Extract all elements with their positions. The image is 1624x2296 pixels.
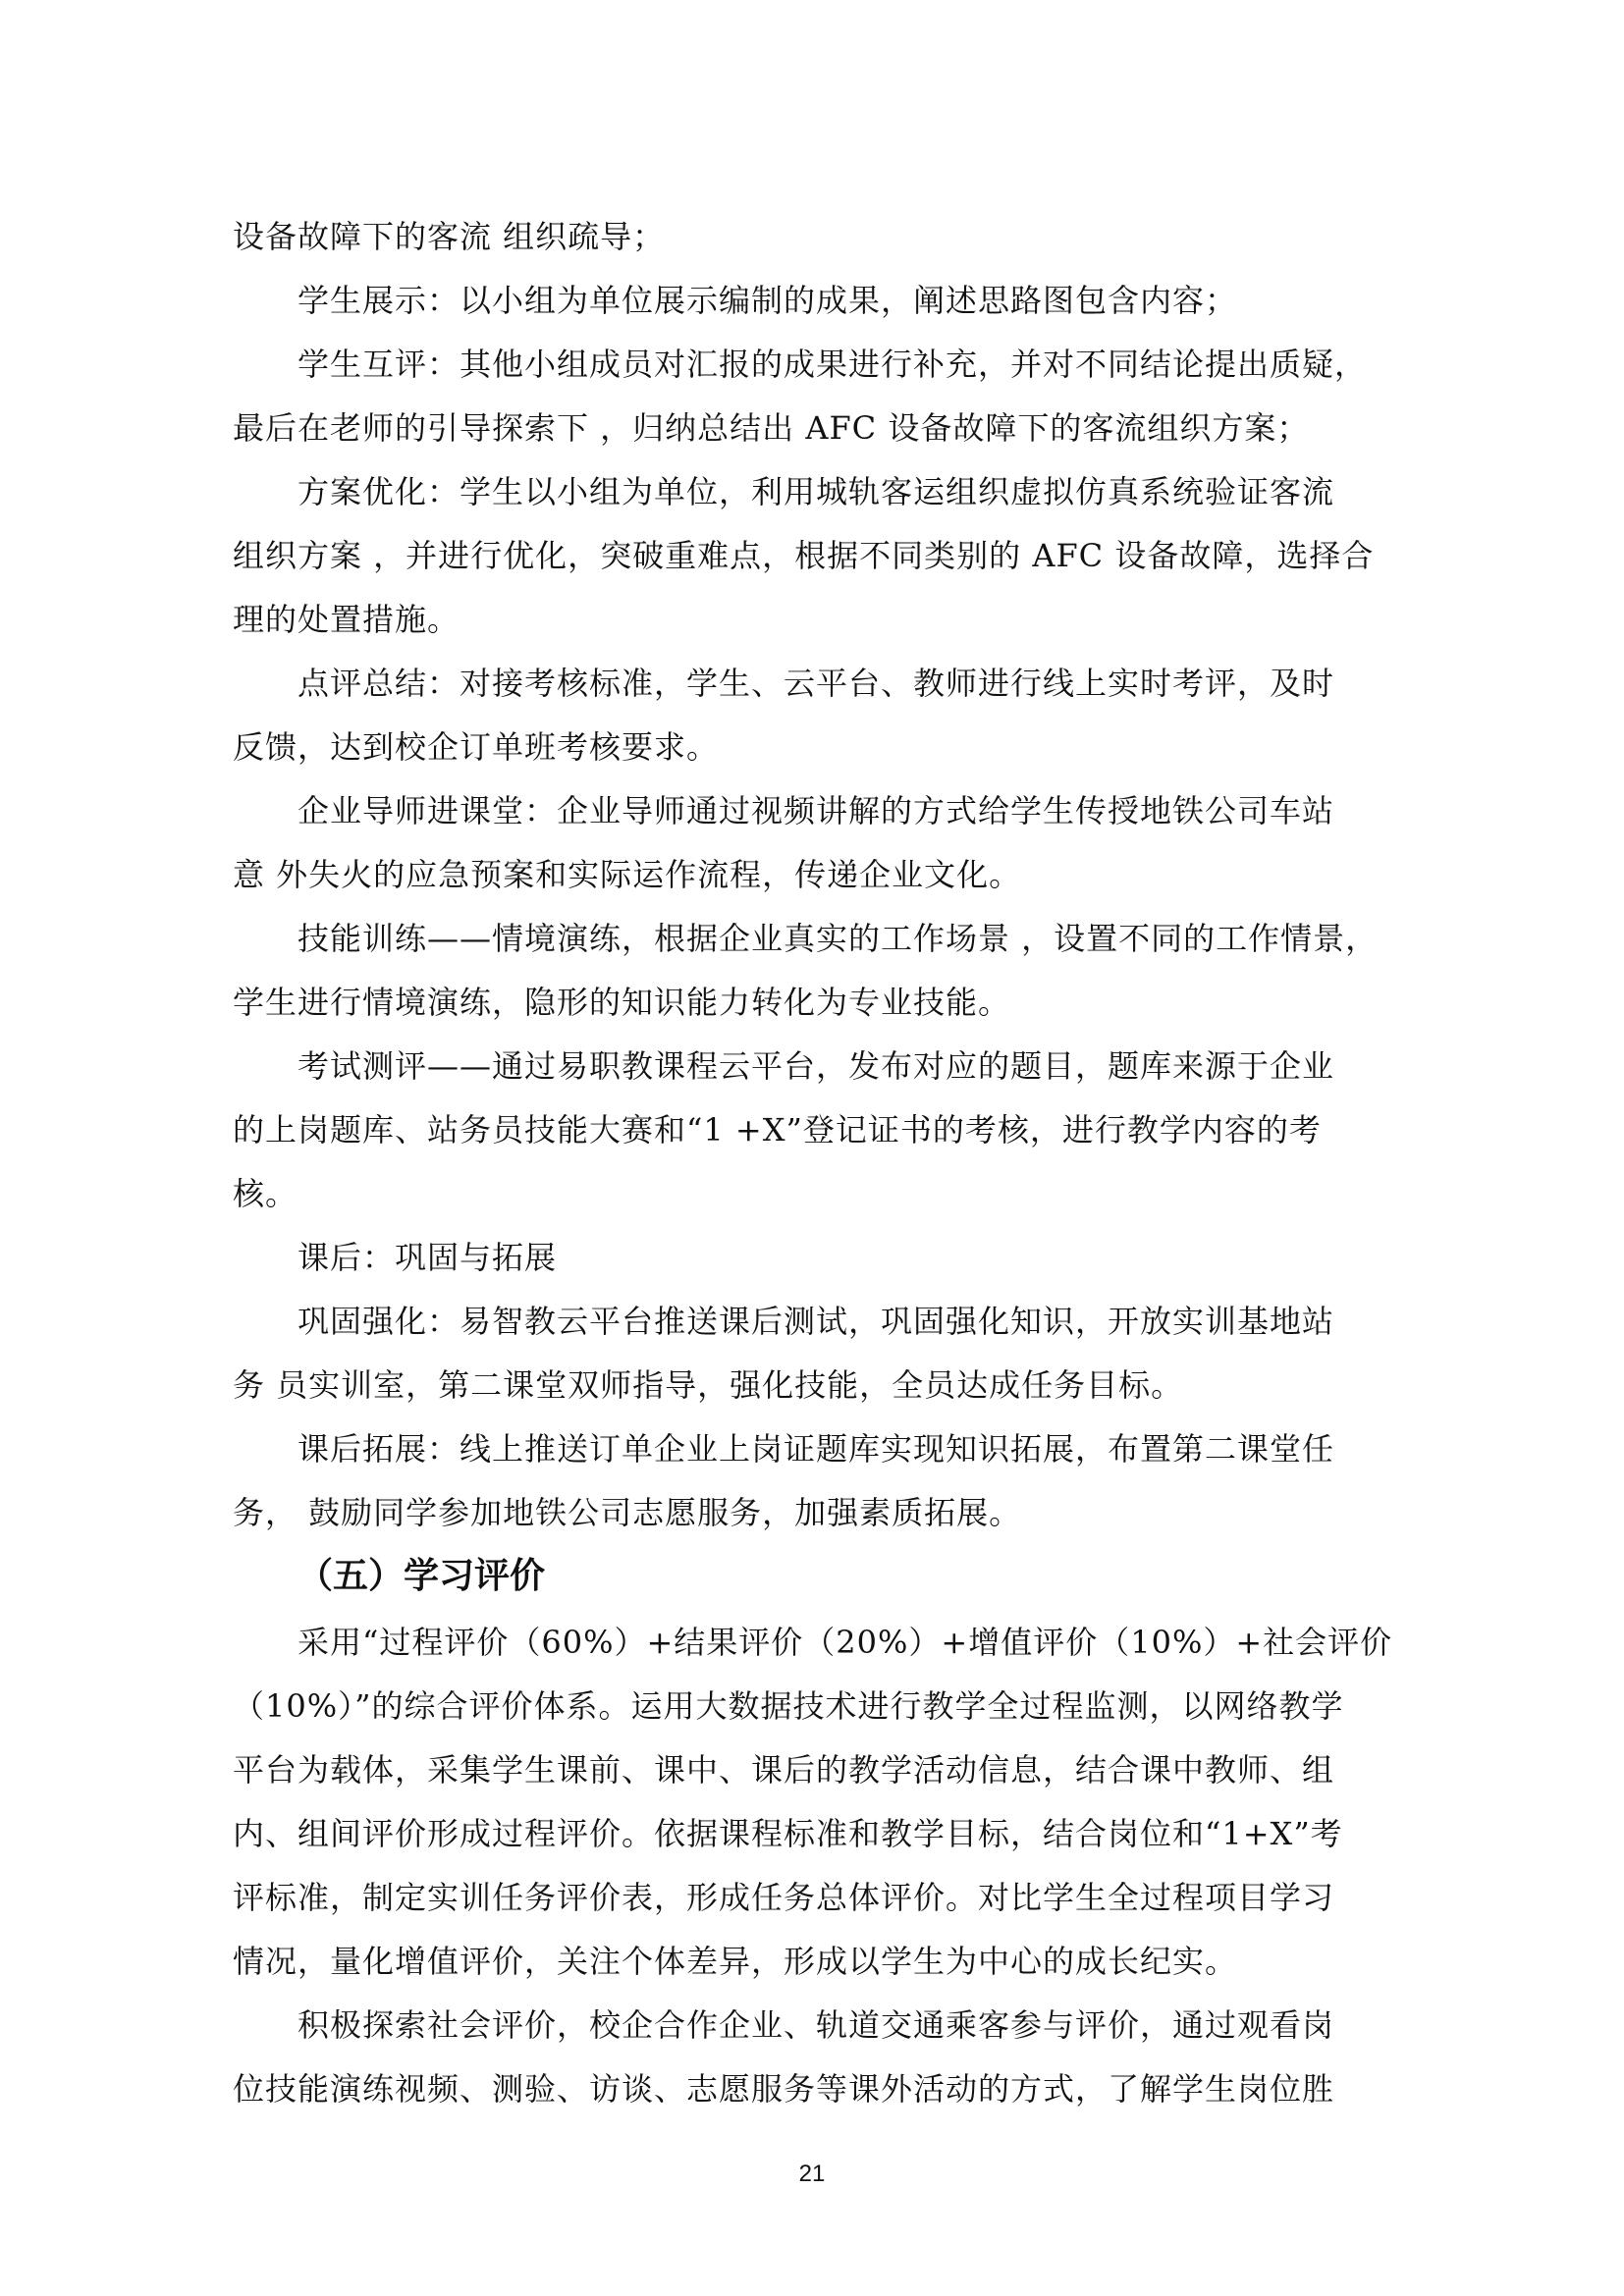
paragraph-line: 反馈，达到校企订单班考核要求。: [233, 728, 720, 766]
paragraph-line: 内、组间评价形成过程评价。依据课程标准和教学目标，结合岗位和“1+X”考: [233, 1815, 1343, 1852]
section-heading: （五）学习评价: [298, 1556, 546, 1596]
paragraph-line: 巩固强化：易智教云平台推送课后测试，巩固强化知识，开放实训基地站: [298, 1303, 1335, 1340]
paragraph-line: 务 员实训室，第二课堂双师指导，强化技能，全员达成任务目标。: [233, 1366, 1184, 1404]
page-number: 21: [798, 2161, 826, 2187]
paragraph-line: 情况，量化增值评价，关注个体差异，形成以学生为中心的成长纪实。: [233, 1943, 1238, 1980]
paragraph-line: 点评总结：对接考核标准，学生、云平台、教师进行线上实时考评，及时: [298, 665, 1335, 702]
paragraph-line: 理的处置措施。: [233, 601, 460, 638]
paragraph-line: （10%）”的综合评价体系。运用大数据技术进行教学全过程监测，以网络教学: [233, 1687, 1344, 1725]
paragraph-line: 核。: [233, 1175, 298, 1212]
paragraph-line: 课后拓展：线上推送订单企业上岗证题库实现知识拓展，布置第二课堂任: [298, 1430, 1335, 1468]
paragraph-line: 采用“过程评价（60%）+结果评价（20%）+增值评价（10%）+社会评价: [298, 1624, 1393, 1661]
paragraph-line: 平台为载体，采集学生课前、课中、课后的教学活动信息，结合课中教师、组: [233, 1751, 1335, 1789]
paragraph-line: 企业导师进课堂：企业导师通过视频讲解的方式给学生传授地铁公司车站: [298, 792, 1335, 829]
paragraph-line: 学生展示：以小组为单位展示编制的成果，阐述思路图包含内容；: [298, 282, 1238, 319]
paragraph-line: 考试测评——通过易职教课程云平台，发布对应的题目，题库来源于企业: [298, 1047, 1335, 1085]
paragraph-line: 技能训练——情境演练，根据企业真实的工作场景 ，设置不同的工作情景，: [298, 920, 1379, 957]
paragraph-line: 课后：巩固与拓展: [298, 1239, 558, 1276]
paragraph-line: 学生互评：其他小组成员对汇报的成果进行补充，并对不同结论提出质疑，: [298, 346, 1368, 383]
paragraph-line: 的上岗题库、站务员技能大赛和“1 +X”登记证书的考核，进行教学内容的考: [233, 1111, 1322, 1148]
paragraph-line: 位技能演练视频、测验、访谈、志愿服务等课外活动的方式，了解学生岗位胜: [233, 2070, 1335, 2108]
paragraph-line: 意 外失火的应急预案和实际运作流程，传递企业文化。: [233, 856, 1022, 893]
paragraph-line: 学生进行情境演练，隐形的知识能力转化为专业技能。: [233, 984, 1011, 1021]
paragraph-line: 积极探索社会评价，校企合作企业、轨道交通乘客参与评价，通过观看岗: [298, 2006, 1335, 2044]
paragraph-line: 组织方案 ，并进行优化，突破重难点，根据不同类别的 AFC 设备故障，选择合: [233, 537, 1375, 574]
paragraph-line: 方案优化：学生以小组为单位，利用城轨客运组织虚拟仿真系统验证客流: [298, 473, 1335, 510]
paragraph-line: 最后在老师的引导探索下 ，归纳总结出 AFC 设备故障下的客流组织方案；: [233, 409, 1310, 447]
paragraph-line: 评标准，制定实训任务评价表，形成任务总体评价。对比学生全过程项目学习: [233, 1879, 1335, 1916]
paragraph-line: 务， 鼓励同学参加地铁公司志愿服务，加强素质拓展。: [233, 1494, 1022, 1531]
paragraph-line: 设备故障下的客流 组织疏导；: [233, 218, 666, 255]
